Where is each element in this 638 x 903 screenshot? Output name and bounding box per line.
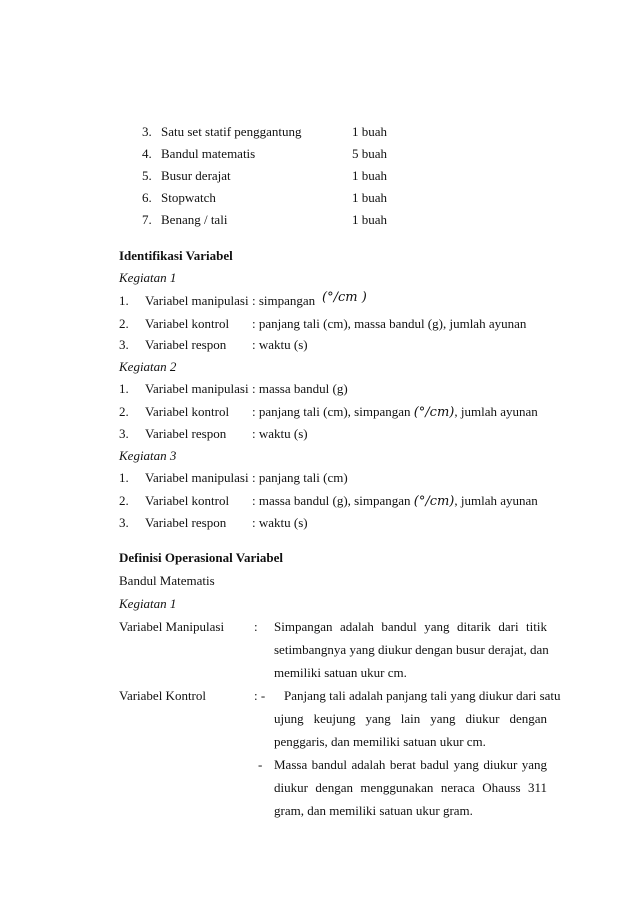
- kegiatan-title: Kegiatan 1: [119, 270, 177, 285]
- list-number: 2.: [119, 404, 129, 419]
- variable-label: Variabel respon: [145, 515, 227, 530]
- definition-line: Simpangan adalah bandul yang ditarik dari titik: [274, 619, 547, 634]
- variable-label: Variabel kontrol: [145, 493, 230, 508]
- list-number: 7.: [142, 212, 152, 227]
- separator: : -: [254, 688, 266, 703]
- subheading: Bandul Matematis: [119, 573, 215, 588]
- variable-value: [252, 404, 538, 420]
- equipment-qty: 5 buah: [352, 146, 388, 161]
- variable-label: Variabel manipulasi: [145, 470, 249, 485]
- variable-label: Variabel respon: [145, 426, 227, 441]
- definition-line: diukur dengan menggunakan neraca Ohauss 311: [274, 780, 547, 795]
- list-number: 1.: [119, 293, 129, 308]
- list-number: 4.: [142, 146, 152, 161]
- variable-label: Variabel manipulasi: [145, 381, 249, 396]
- definition-line: penggaris, dan memiliki satuan ukur cm.: [274, 734, 486, 749]
- equipment-name: Benang / tali: [161, 212, 228, 227]
- variable-value: : waktu (s): [252, 515, 308, 530]
- variable-label: Variabel Kontrol: [119, 688, 207, 703]
- variable-value: : panjang tali (cm): [252, 470, 348, 485]
- variable-value-text: , jumlah ayunan: [454, 404, 538, 419]
- kegiatan-title: Kegiatan 2: [119, 359, 177, 374]
- equipment-name: Bandul matematis: [161, 146, 256, 161]
- list-number: 1.: [119, 381, 129, 396]
- unit-expression: (°/cm): [413, 494, 455, 509]
- equipment-qty: 1 buah: [352, 168, 388, 183]
- variable-value: : simpangan: [252, 293, 316, 308]
- variable-value: : panjang tali (cm), massa bandul (g), jumlah ayunan: [252, 316, 527, 331]
- variable-label: Variabel respon: [145, 337, 227, 352]
- equipment-qty: 1 buah: [352, 190, 388, 205]
- unit-expression: (°/cm): [413, 405, 455, 420]
- list-number: 1.: [119, 470, 129, 485]
- variable-label: Variabel manipulasi: [145, 293, 249, 308]
- separator: :: [254, 619, 258, 634]
- list-number: 2.: [119, 316, 129, 331]
- kegiatan-title: Kegiatan 3: [119, 448, 177, 463]
- list-number: 3.: [119, 426, 129, 441]
- list-number: 5.: [142, 168, 152, 183]
- equipment-name: Busur derajat: [161, 168, 231, 183]
- definition-line: ujung keujung yang lain yang diukur dengan: [274, 711, 547, 726]
- equipment-qty: 1 buah: [352, 212, 388, 227]
- variable-value-text: : massa bandul (g), simpangan: [252, 493, 411, 508]
- list-number: 3.: [142, 124, 152, 139]
- unit-expression: (°/cm ): [322, 290, 367, 305]
- list-number: 3.: [119, 515, 129, 530]
- definition-line: memiliki satuan ukur cm.: [274, 665, 407, 680]
- variable-value-text: , jumlah ayunan: [454, 493, 538, 508]
- section-heading: Definisi Operasional Variabel: [119, 550, 283, 565]
- variable-label: Variabel kontrol: [145, 404, 230, 419]
- section-heading: Identifikasi Variabel: [119, 248, 233, 263]
- definition-line: Panjang tali adalah panjang tali yang diukur dari satu: [284, 688, 561, 703]
- variable-value: : massa bandul (g): [252, 381, 348, 396]
- definition-line: Massa bandul adalah berat badul yang diukur yang: [274, 757, 547, 772]
- variable-label: Variabel Manipulasi: [119, 619, 225, 634]
- kegiatan-title: Kegiatan 1: [119, 596, 177, 611]
- list-number: 3.: [119, 337, 129, 352]
- variable-value: : waktu (s): [252, 426, 308, 441]
- equipment-qty: 1 buah: [352, 124, 388, 139]
- list-number: 2.: [119, 493, 129, 508]
- variable-value: [252, 493, 538, 509]
- bullet-dash: -: [258, 757, 263, 772]
- definition-line: gram, dan memiliki satuan ukur gram.: [274, 803, 473, 818]
- definition-line: setimbangnya yang diukur dengan busur derajat, dan: [274, 642, 549, 657]
- list-number: 6.: [142, 190, 152, 205]
- variable-value: : waktu (s): [252, 337, 308, 352]
- variable-label: Variabel kontrol: [145, 316, 230, 331]
- equipment-name: Satu set statif penggantung: [161, 124, 302, 139]
- variable-value-text: : panjang tali (cm), simpangan: [252, 404, 411, 419]
- equipment-name: Stopwatch: [161, 190, 216, 205]
